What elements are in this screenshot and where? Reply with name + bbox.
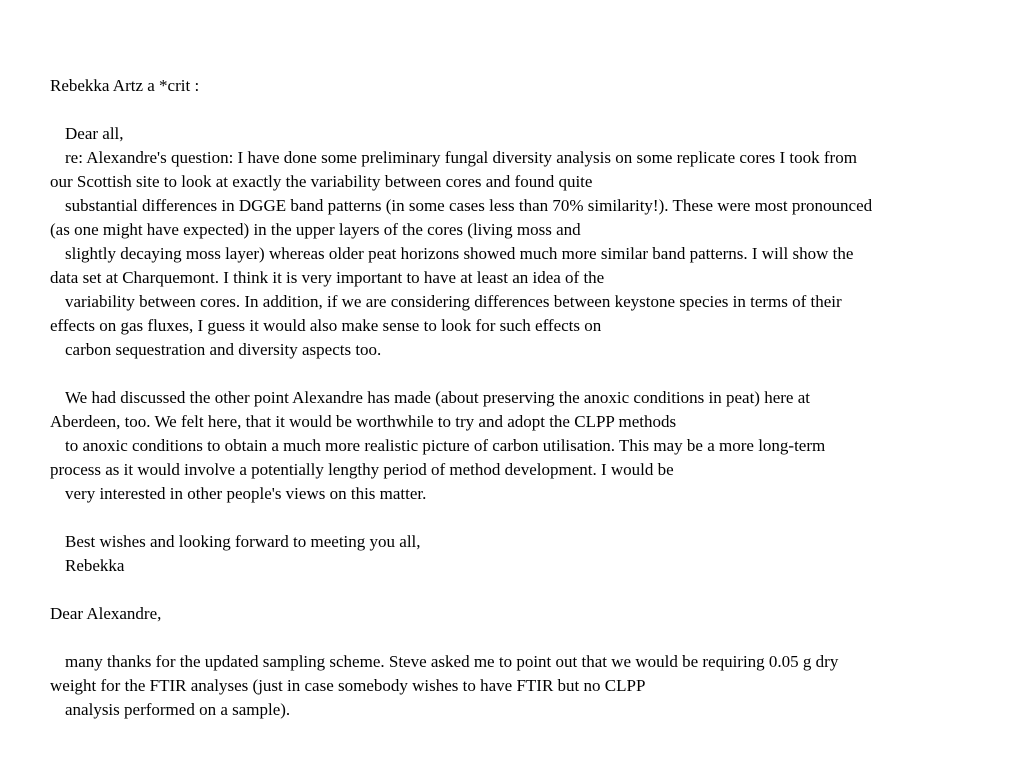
paragraph-line: very interested in other people's views on this matter. — [65, 484, 427, 503]
spacer — [50, 626, 1022, 650]
greeting-all: Dear all, — [65, 124, 124, 143]
paragraph-line: substantial differences in DGGE band patterns (in some cases less than 70% similarity!). These were most pronounced — [65, 196, 873, 215]
spacer — [50, 506, 1022, 530]
paragraph-line: analysis performed on a sample). — [65, 700, 291, 719]
paragraph-line: re: Alexandre's question: I have done some preliminary fungal diversity analysis on some replicate cores I took from — [65, 148, 857, 167]
paragraph-line: our Scottish site to look at exactly the variability between cores and found quite — [50, 172, 593, 191]
paragraph-line: carbon sequestration and diversity aspects too. — [65, 340, 382, 359]
paragraph-line: process as it would involve a potentially lengthy period of method development. I would be — [50, 460, 674, 479]
spacer — [50, 98, 1022, 122]
paragraph-line: We had discussed the other point Alexandre has made (about preserving the anoxic conditions in peat) here at — [65, 388, 810, 407]
greeting-alexandre: Dear Alexandre, — [50, 604, 162, 623]
paragraph-line: data set at Charquemont. I think it is very important to have at least an idea of the — [50, 268, 605, 287]
paragraph-line: variability between cores. In addition, if we are considering differences between keystone species in terms of their — [65, 292, 842, 311]
paragraph-line: weight for the FTIR analyses (just in case somebody wishes to have FTIR but no CLPP — [50, 676, 646, 695]
spacer — [50, 578, 1022, 602]
paragraph-line: effects on gas fluxes, I guess it would also make sense to look for such effects on — [50, 316, 602, 335]
paragraph-line: (as one might have expected) in the upper layers of the cores (living moss and — [50, 220, 581, 239]
paragraph-line: to anoxic conditions to obtain a much more realistic picture of carbon utilisation. This may be a more long-term — [65, 436, 826, 455]
paragraph-line: slightly decaying moss layer) whereas older peat horizons showed much more similar band patterns. I will show the — [65, 244, 854, 263]
email-header: Rebekka Artz a *crit : — [50, 76, 200, 95]
signature: Rebekka — [65, 556, 125, 575]
closing-line: Best wishes and looking forward to meeting you all, — [65, 532, 421, 551]
paragraph-line: Aberdeen, too. We felt here, that it would be worthwhile to try and adopt the CLPP methods — [50, 412, 677, 431]
email-body — [50, 74, 1022, 722]
spacer — [50, 362, 1022, 386]
paragraph-line: many thanks for the updated sampling scheme. Steve asked me to point out that we would be requiring 0.05 g dry — [65, 652, 839, 671]
